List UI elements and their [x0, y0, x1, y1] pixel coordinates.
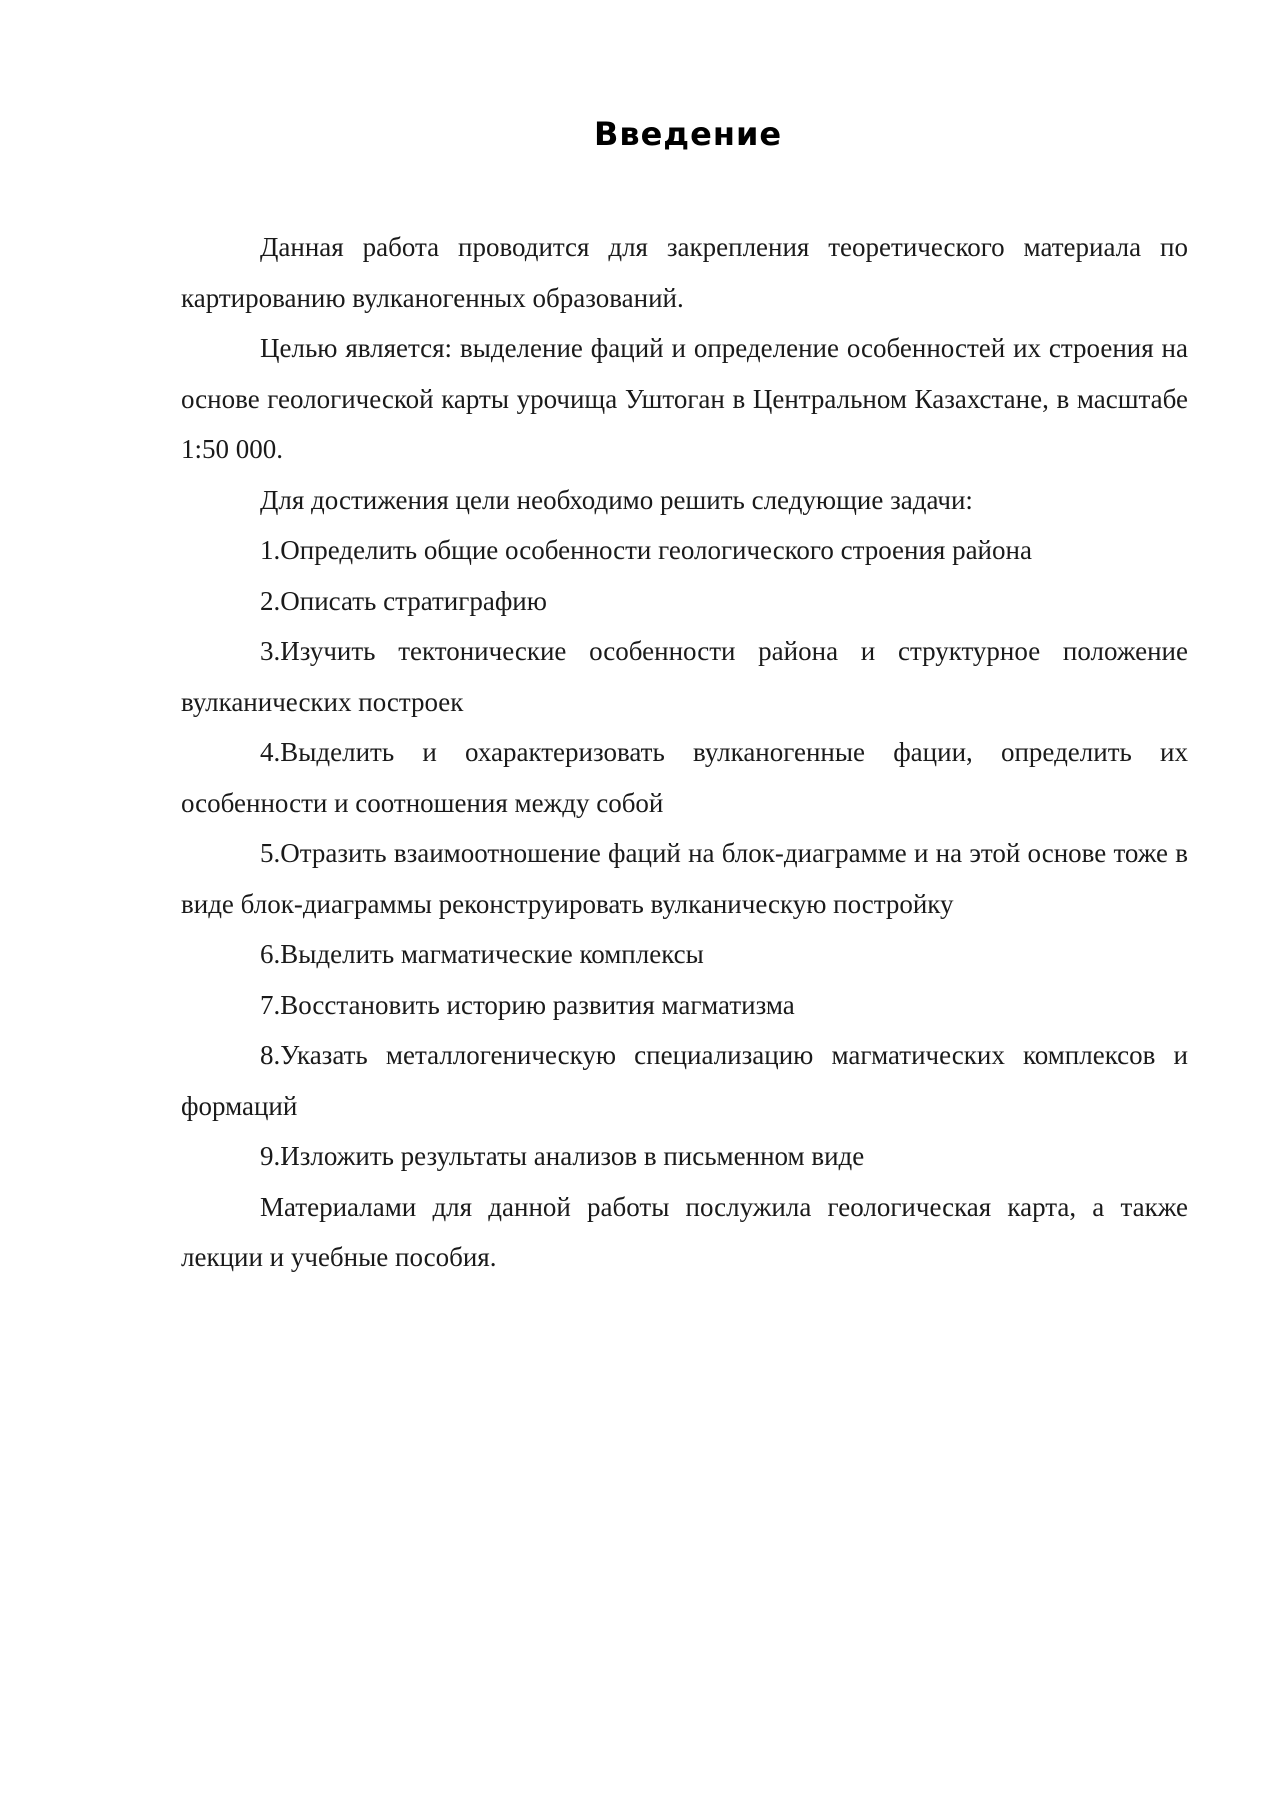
task-item-2: 2.Описать стратиграфию — [260, 585, 547, 616]
paragraph-intro: Данная работа проводится для закрепления теоретического материала по картированию вулканогенных образований. — [181, 232, 1188, 313]
task-item-1: 1.Определить общие особенности геологического строения района — [260, 535, 1032, 565]
task-item-8: 8.Указать металлогеническую специализацию магматических комплексов и формаций — [181, 1040, 1188, 1121]
page-title: Введение — [593, 115, 783, 153]
task-item-7: 7.Восстановить историю развития магматизма — [260, 989, 795, 1020]
paragraph-goal: Целью является: выделение фаций и определение особенностей их строения на основе геологической карты урочища Уштоган в Центральном Казахстане, в масштабе 1:50 000. — [181, 333, 1188, 464]
paragraph-materials: Материалами для данной работы послужила геологическая карта, а также лекции и учебные пособия. — [181, 1191, 1188, 1272]
task-item-6: 6.Выделить магматические комплексы — [260, 939, 704, 969]
task-item-3: 3.Изучить тектонические особенности района и структурное положение вулканических построек — [181, 636, 1188, 717]
task-item-4: 4.Выделить и охарактеризовать вулканогенные фации, определить их особенности и соотношения между собой — [181, 737, 1188, 818]
task-item-5: 5.Отразить взаимоотношение фаций на блок-диаграмме и на этой основе тоже в виде блок-диаграммы реконструировать вулканическую постройку — [181, 838, 1188, 919]
document-body — [181, 222, 1188, 1283]
paragraph-tasks-lead: Для достижения цели необходимо решить следующие задачи: — [260, 484, 973, 515]
task-item-9: 9.Изложить результаты анализов в письменном виде — [260, 1141, 865, 1171]
